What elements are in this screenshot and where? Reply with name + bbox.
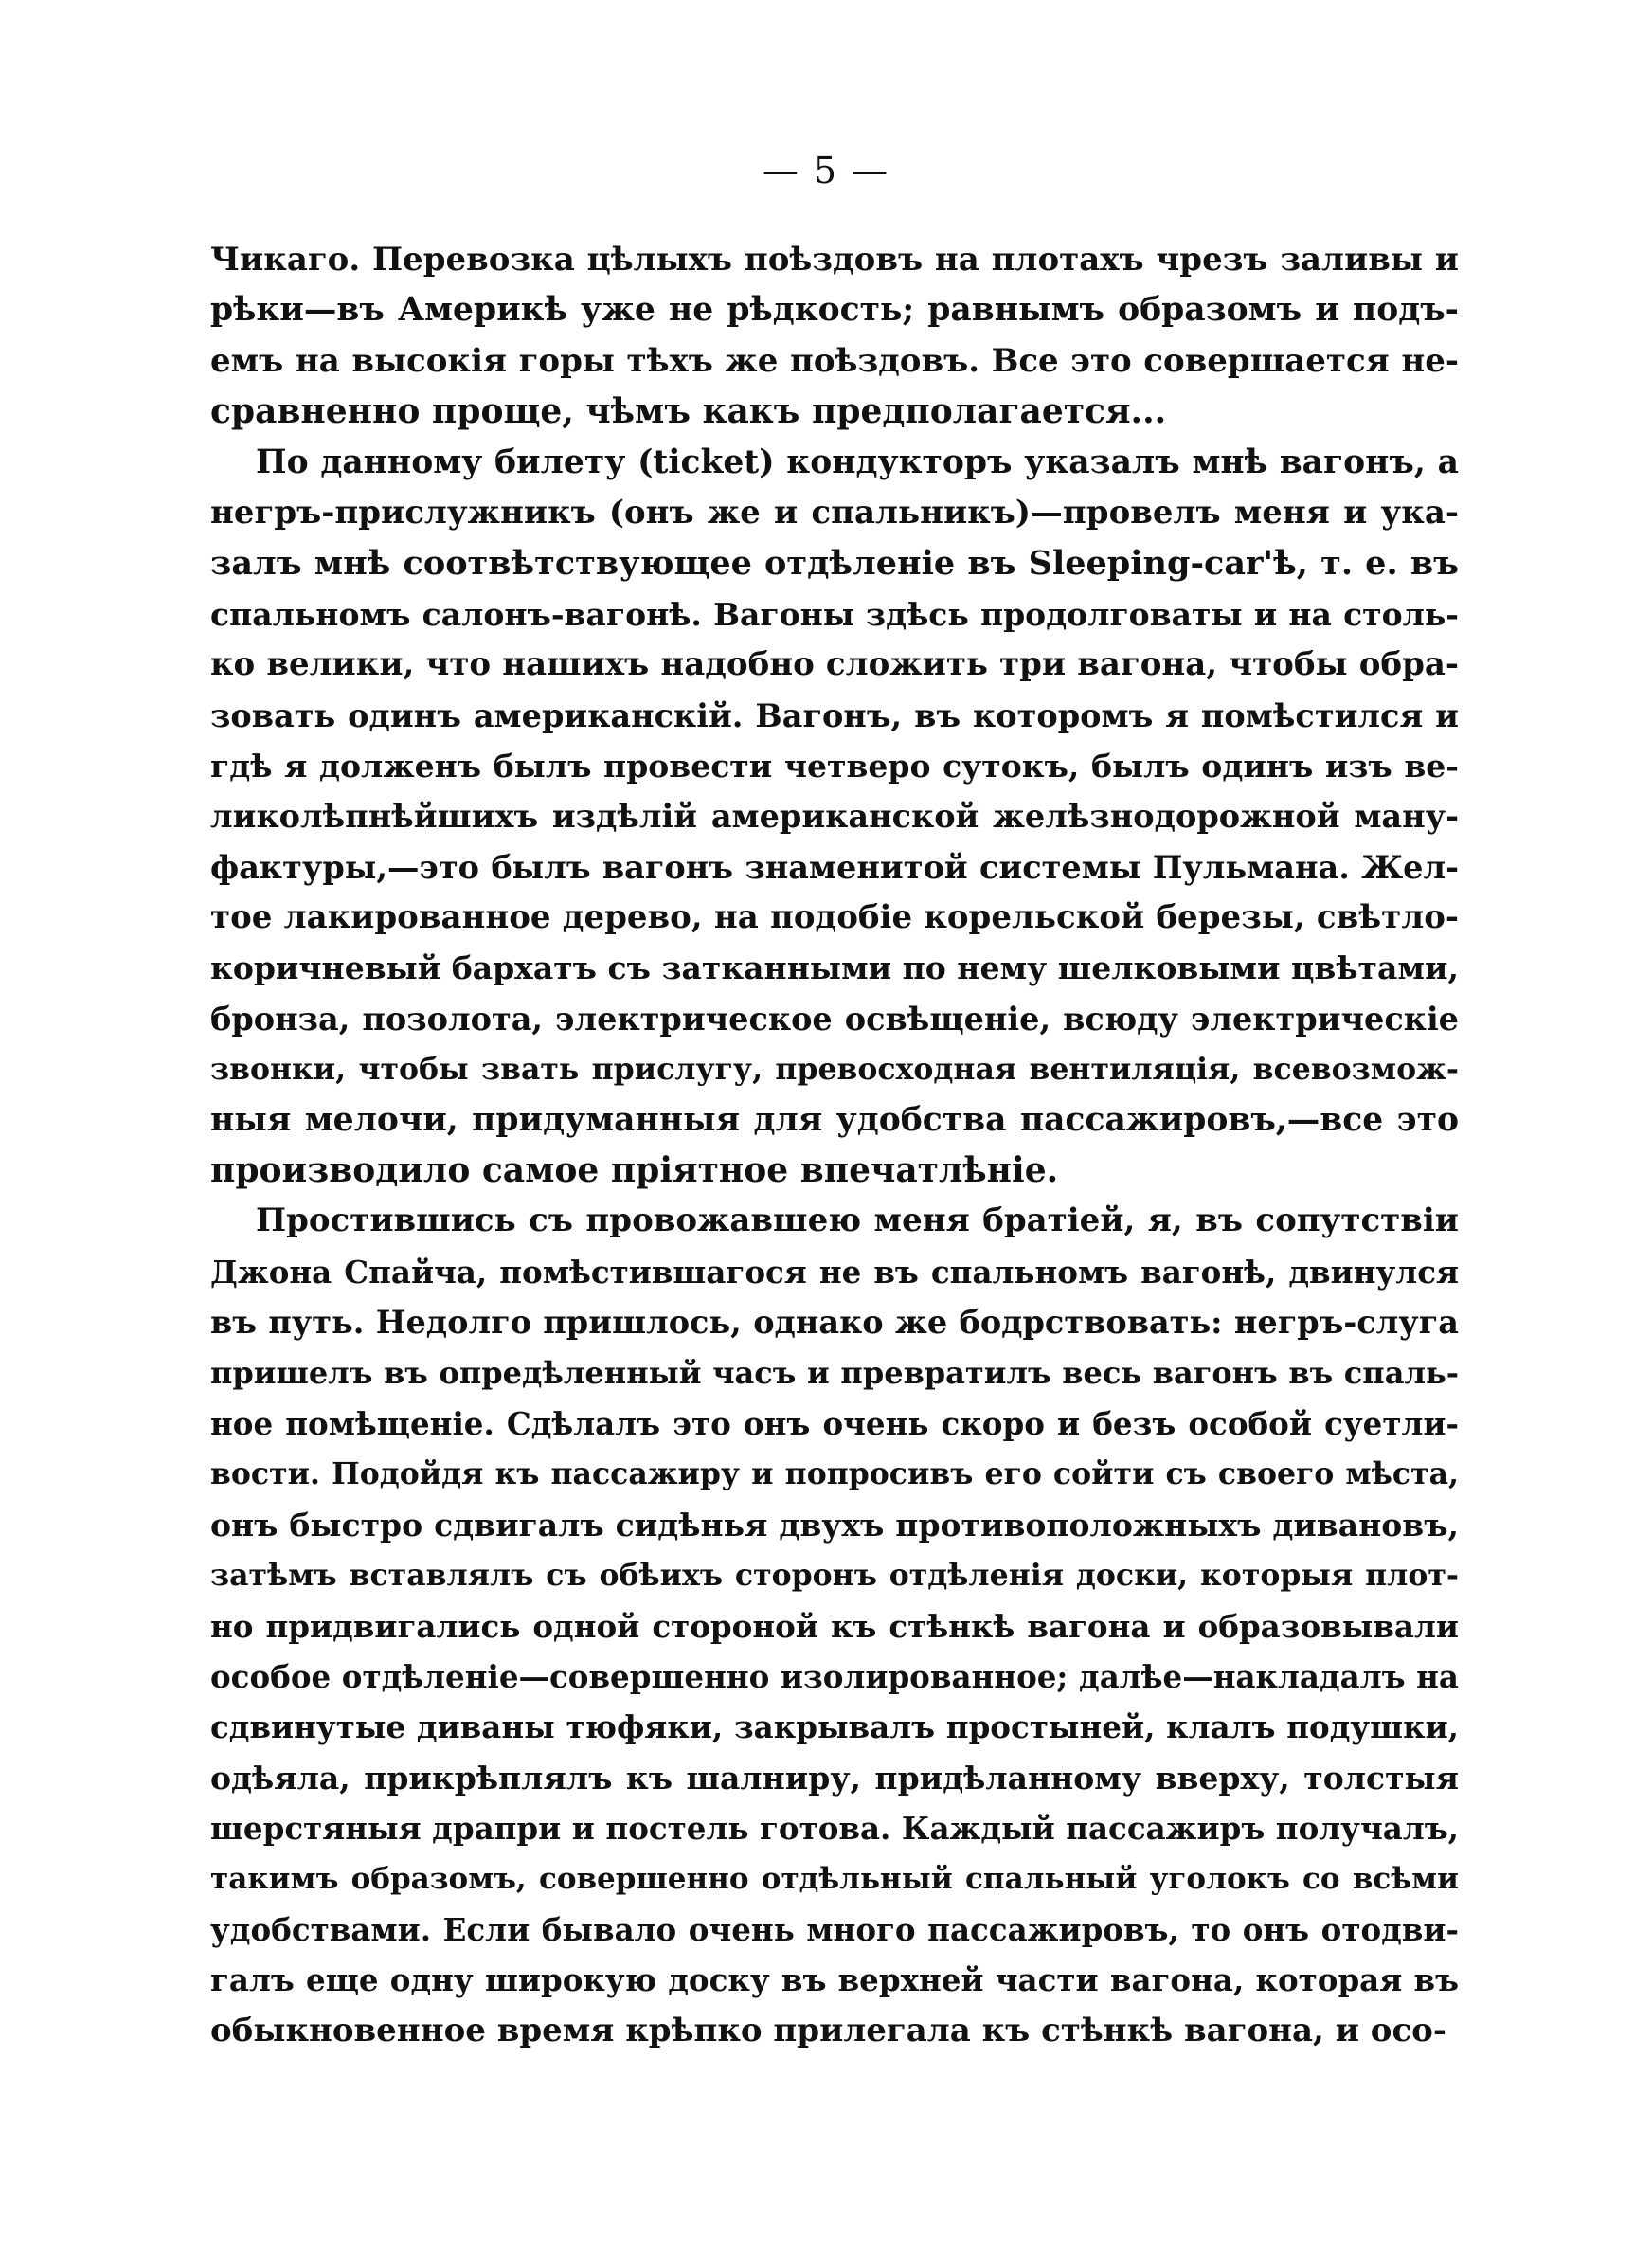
text-line: звонки, чтобы звать прислугу, превосходная вентиляція, всевозмож- bbox=[210, 1052, 1459, 1088]
text-line: производило самое пріятное впечатлѣніе. bbox=[210, 1150, 1059, 1191]
text-line: По данному билету (ticket) кондукторъ указалъ мнѣ вагонъ, а bbox=[256, 442, 1459, 481]
paragraph-2 bbox=[210, 438, 1459, 1197]
paragraph-3 bbox=[210, 1196, 1459, 2056]
text-line: такимъ образомъ, совершенно отдѣльный спальный уголокъ со всѣми bbox=[210, 1861, 1459, 1896]
text-line: залъ мнѣ соотвѣтствующее отдѣленіе въ Sleeping-car'ѣ, т. е. въ bbox=[210, 544, 1459, 584]
paragraph-1 bbox=[210, 235, 1459, 438]
text-line: ко велики, что нашихъ надобно сложить три вагона, чтобы обра- bbox=[210, 645, 1459, 684]
text-line: обыкновенное время крѣпко прилегала къ стѣнкѣ вагона, и осо- bbox=[210, 2011, 1446, 2049]
text-line: галъ еще одну широкую доску въ верхней части вагона, которая въ bbox=[210, 1961, 1459, 1999]
text-line: рѣки—въ Америкѣ уже не рѣдкость; равнымъ образомъ и подъ- bbox=[210, 291, 1459, 330]
text-line: пришелъ въ опредѣленный часъ и превратилъ весь вагонъ въ спаль- bbox=[210, 1354, 1459, 1391]
text-line: ное помѣщеніе. Сдѣлалъ это онъ очень скоро и безъ особой суетли- bbox=[210, 1404, 1459, 1442]
text-line: вости. Подойдя къ пассажиру и попросивъ его сойти съ своего мѣста, bbox=[210, 1456, 1459, 1492]
text-body bbox=[210, 235, 1459, 2056]
text-line: удобствами. Если бывало очень много пассажировъ, то онъ отодви- bbox=[210, 1910, 1459, 1948]
text-line: шерстяныя драпри и постель готова. Каждый пассажиръ получалъ, bbox=[210, 1810, 1459, 1848]
text-line: въ путь. Недолго пришлось, однако же бодрствовать: негръ-слуга bbox=[210, 1304, 1459, 1342]
text-line: ликолѣпнѣйшихъ издѣлій американской желѣзнодорожной ману- bbox=[210, 798, 1459, 836]
text-line: затѣмъ вставлялъ съ обѣихъ сторонъ отдѣленія доски, которыя плот- bbox=[210, 1558, 1459, 1594]
text-line: но придвигались одной стороной къ стѣнкѣ вагона и образовывали bbox=[210, 1607, 1459, 1645]
text-line: емъ на высокія горы тѣхъ же поѣздовъ. Все это совершается не- bbox=[210, 341, 1459, 380]
text-line: гдѣ я долженъ былъ провести четверо сутокъ, былъ одинъ изъ ве- bbox=[210, 747, 1459, 785]
text-line: спальномъ салонъ-вагонѣ. Вагоны здѣсь продолговаты и на столь- bbox=[210, 595, 1459, 633]
text-line: Чикаго. Перевозка цѣлыхъ поѣздовъ на плотахъ чрезъ заливы и bbox=[210, 241, 1459, 279]
text-line: бронза, позолота, электрическое освѣщеніе, всюду электрическіе bbox=[210, 1000, 1459, 1038]
text-line: ныя мелочи, придуманныя для удобства пассажировъ,—все это bbox=[210, 1100, 1459, 1139]
text-line: особое отдѣленіе—совершенно изолированное; далѣе—накладалъ на bbox=[210, 1657, 1459, 1695]
text-line: сдвинутые диваны тюфяки, закрывалъ простыней, клалъ подушки, bbox=[210, 1708, 1459, 1746]
text-line: Джона Спайча, помѣстившагося не въ спальномъ вагонѣ, двинулся bbox=[210, 1253, 1459, 1291]
text-line: негръ-прислужникъ (онъ же и спальникъ)—провелъ меня и ука- bbox=[210, 493, 1459, 532]
text-line: тое лакированное дерево, на подобіе корельской березы, свѣтло- bbox=[210, 898, 1459, 937]
text-line: зовать одинъ американскій. Вагонъ, въ которомъ я помѣстился и bbox=[210, 696, 1459, 734]
text-line: онъ быстро сдвигалъ сидѣнья двухъ противоположныхъ дивановъ, bbox=[210, 1506, 1459, 1544]
text-line: сравненно проще, чѣмъ какъ предполагается... bbox=[210, 391, 1167, 432]
text-line: фактуры,—это былъ вагонъ знаменитой системы Пульмана. Жел- bbox=[210, 848, 1459, 886]
text-line: одѣяла, прикрѣплялъ къ шалниру, придѣланному вверху, толстыя bbox=[210, 1759, 1459, 1797]
text-line: коричневый бархатъ съ затканными по нему шелковыми цвѣтами, bbox=[210, 949, 1459, 987]
text-line: Простившись съ провожавшею меня братіей, я, въ сопутствіи bbox=[256, 1201, 1459, 1240]
page-number: — 5 — bbox=[762, 150, 890, 191]
